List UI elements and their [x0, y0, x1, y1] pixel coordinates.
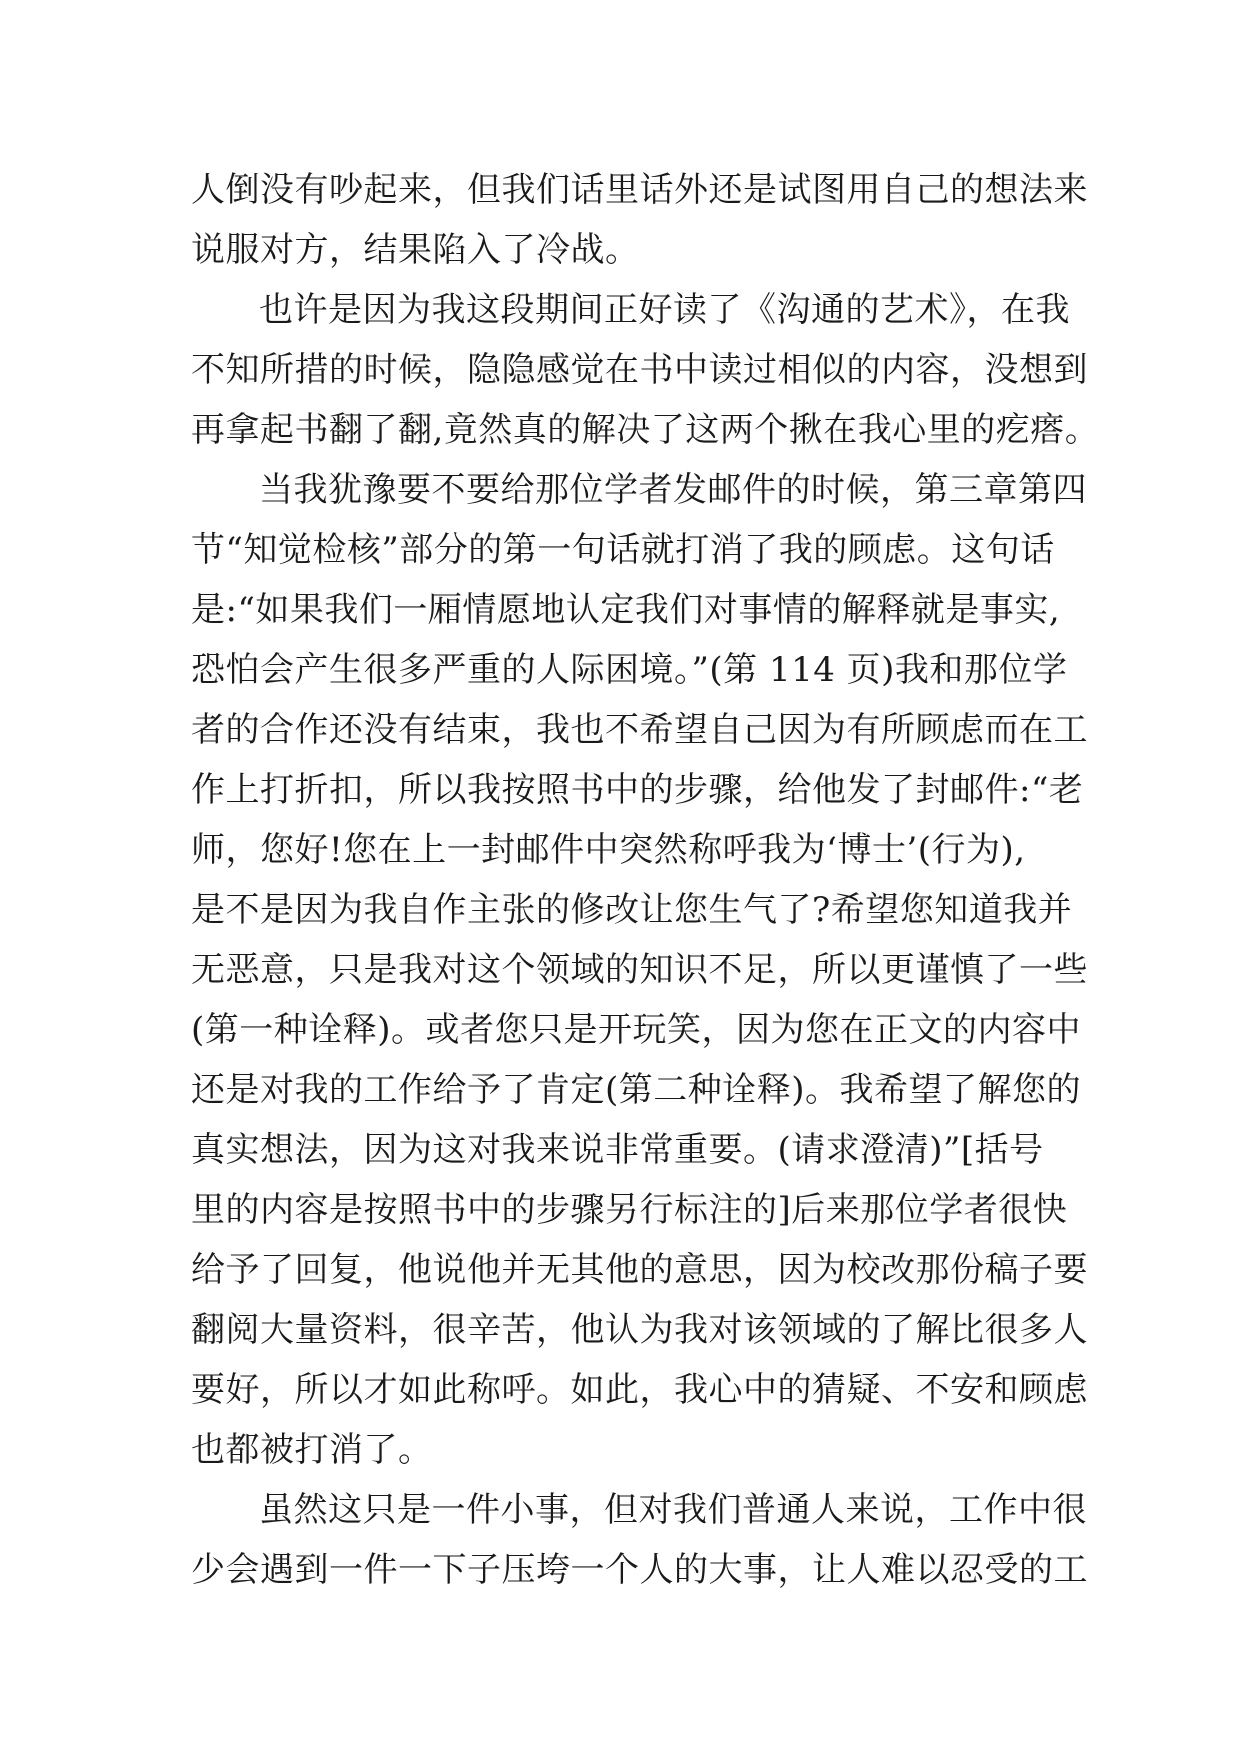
text-line-4: 不知所措的时候，隐隐感觉在书中读过相似的内容，没想到: [191, 350, 1088, 390]
text-line-8: 是:“如果我们一厢情愿地认定我们对事情的解释就是事实,: [191, 590, 1061, 630]
paragraph-start-line: 也许是因为我这段期间正好读了《沟通的艺术》，在我: [259, 290, 1070, 330]
text-line-13: 是不是因为我自作主张的修改让您生气了?希望您知道我并: [191, 890, 1073, 930]
text-line-14: 无恶意，只是我对这个领域的知识不足，所以更谨慎了一些: [191, 950, 1088, 990]
text-line-17: 真实想法，因为这对我来说非常重要。(请求澄清)”[括号: [191, 1130, 1044, 1170]
text-line-22: 也都被打消了。: [191, 1430, 433, 1470]
text-line-5: 再拿起书翻了翻,竟然真的解决了这两个揪在我心里的疙瘩。: [191, 410, 1100, 450]
text-line-10: 者的合作还没有结束，我也不希望自己因为有所顾虑而在工: [191, 710, 1088, 750]
text-line-24: 少会遇到一件一下子压垮一个人的大事，让人难以忍受的工: [191, 1550, 1088, 1590]
text-line-7: 节“知觉检核”部分的第一句话就打消了我的顾虑。这句话: [191, 530, 1055, 570]
text-line-9: 恐怕会产生很多严重的人际困境。”(第 114 页)我和那位学: [191, 650, 1068, 690]
text-line-19: 给予了回复，他说他并无其他的意思，因为校改那份稿子要: [191, 1250, 1088, 1290]
text-line-18: 里的内容是按照书中的步骤另行标注的]后来那位学者很快: [191, 1190, 1068, 1230]
text-line-11: 作上打折扣，所以我按照书中的步骤，给他发了封邮件:“老: [191, 770, 1084, 810]
text-line-1: 人倒没有吵起来，但我们话里话外还是试图用自己的想法来: [191, 170, 1088, 210]
paragraph-start-line: 当我犹豫要不要给那位学者发邮件的时候，第三章第四: [259, 470, 1087, 510]
paragraph-start-line: 虽然这只是一件小事，但对我们普通人来说，工作中很: [259, 1490, 1087, 1530]
text-line-21: 要好，所以才如此称呼。如此，我心中的猜疑、不安和顾虑: [191, 1370, 1088, 1410]
text-line-12: 师，您好!您在上一封邮件中突然称呼我为‘博士’(行为),: [191, 830, 1026, 870]
text-line-16: 还是对我的工作给予了肯定(第二种诠释)。我希望了解您的: [191, 1070, 1082, 1110]
text-line-2: 说服对方，结果陷入了冷战。: [191, 230, 640, 270]
text-line-15: (第一种诠释)。或者您只是开玩笑，因为您在正文的内容中: [191, 1010, 1082, 1050]
text-line-20: 翻阅大量资料，很辛苦，他认为我对该领域的了解比很多人: [191, 1310, 1088, 1350]
body-text: [191, 160, 1100, 1600]
